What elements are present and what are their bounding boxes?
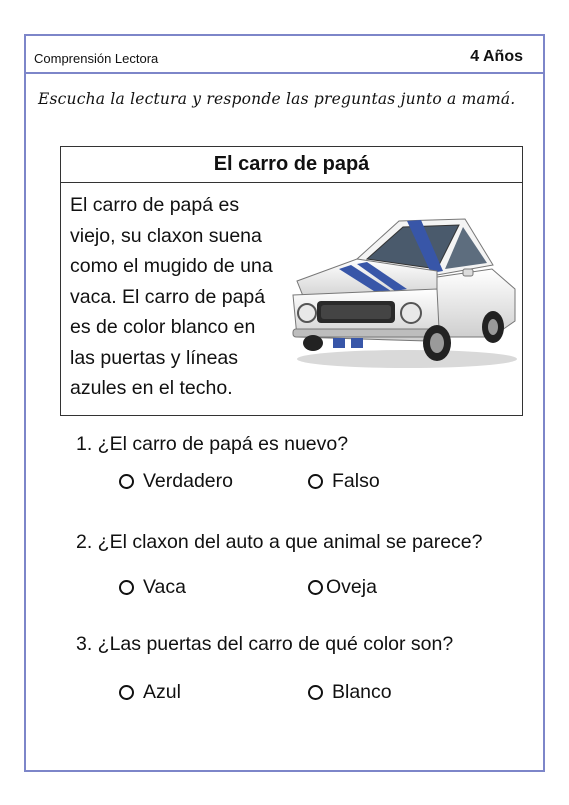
story-line: azules en el techo. [70,377,233,399]
car-image [287,209,519,371]
radio-circle-icon[interactable] [308,580,323,595]
option-label: Vaca [143,576,186,598]
header-rule [24,72,545,74]
question-3: 3. ¿Las puertas del carro de qué color son? [76,633,454,655]
option-oveja[interactable] [308,576,377,599]
option-blanco[interactable] [308,681,392,704]
option-label: Blanco [332,681,392,703]
story-line: El carro de papá es [70,194,240,216]
story-line: las puertas y líneas [70,346,239,369]
story-line: como el mugido de una [70,255,273,277]
story-line: viejo, su claxon suena [70,224,262,247]
story-title: El carro de papá [213,153,370,175]
option-label: Oveja [326,576,377,598]
story-title-bar [61,147,522,183]
radio-circle-icon[interactable] [119,580,134,595]
option-label: Falso [332,470,380,492]
story-box [60,146,523,416]
option-label: Azul [143,681,181,703]
option-label: Verdadero [143,470,233,492]
instruction-text: Escucha la lectura y responde las preguntas junto a mamá. [38,90,516,108]
radio-circle-icon[interactable] [119,685,134,700]
option-verdadero[interactable] [119,470,233,493]
option-falso[interactable] [308,470,380,493]
story-line: es de color blanco en [70,316,256,338]
radio-circle-icon[interactable] [308,685,323,700]
radio-circle-icon[interactable] [119,474,134,489]
question-2: 2. ¿El claxon del auto a que animal se parece? [76,531,483,553]
story-line: vaca. El carro de papá [70,285,266,308]
subject-label: Comprensión Lectora [34,51,159,66]
radio-circle-icon[interactable] [308,474,323,489]
option-azul[interactable] [119,681,181,704]
question-1: 1. ¿El carro de papá es nuevo? [76,433,349,455]
level-label: 4 Años [470,48,523,65]
option-vaca[interactable] [119,576,186,599]
story-text [70,190,292,404]
